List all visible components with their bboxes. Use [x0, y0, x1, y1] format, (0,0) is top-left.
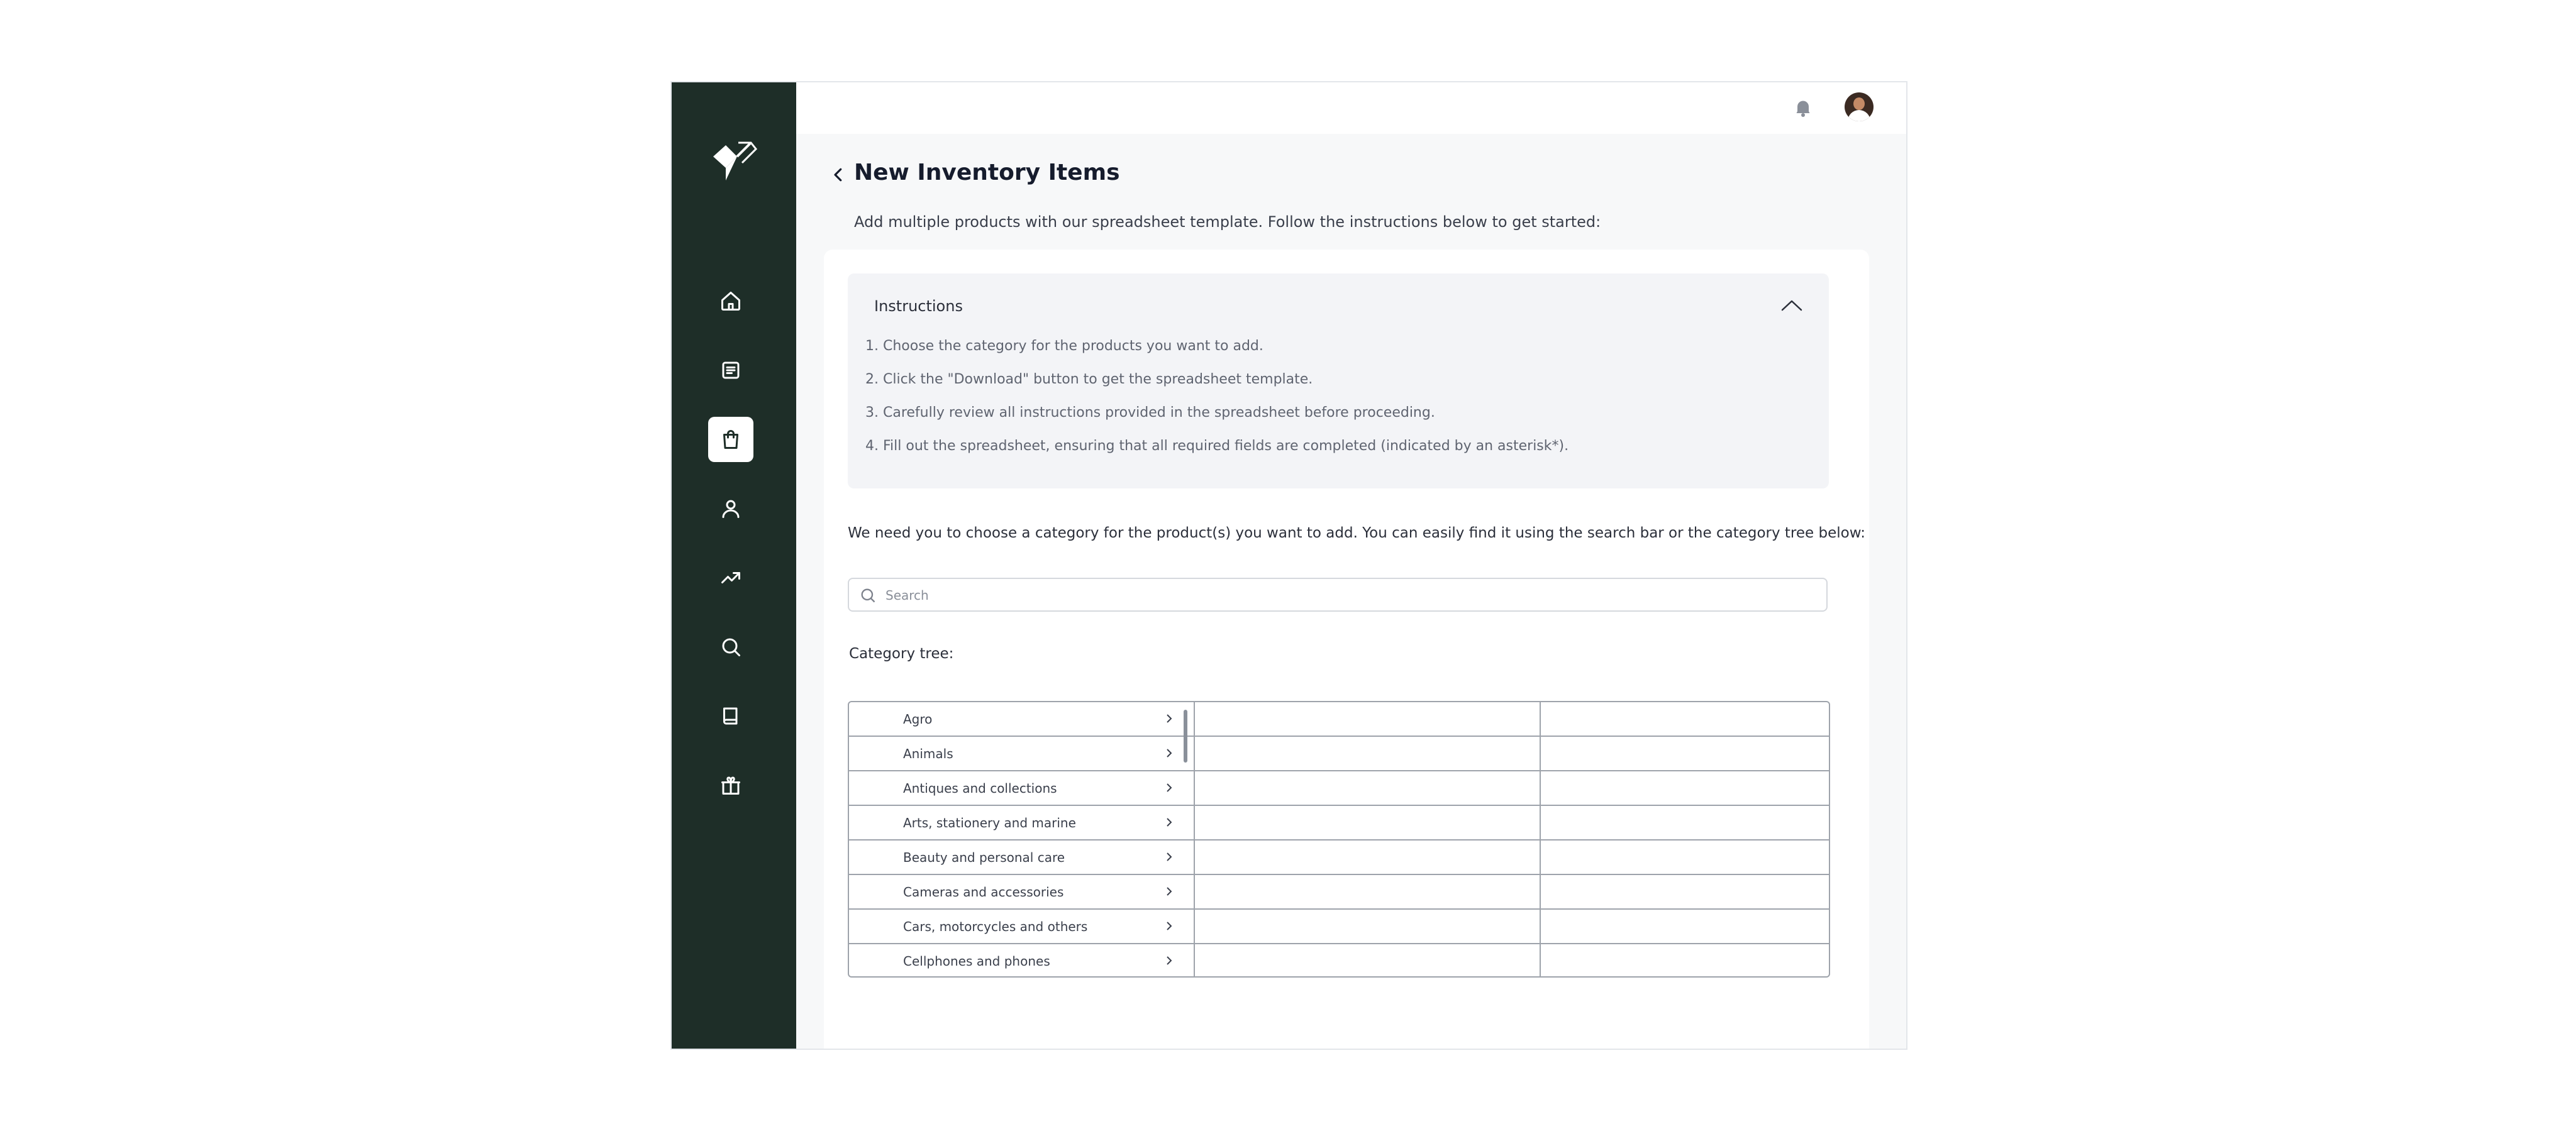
search-bar	[848, 578, 1828, 612]
category-label: Arts, stationery and marine	[903, 815, 1076, 830]
chevron-right-icon	[1163, 782, 1175, 793]
sidebar-item-catalog[interactable]	[708, 693, 753, 739]
category-tree-label: Category tree:	[849, 646, 954, 662]
empty-cell	[1195, 806, 1541, 841]
bell-icon[interactable]	[1792, 96, 1814, 119]
app-window	[670, 81, 1907, 1050]
sidebar-item-users[interactable]	[708, 486, 753, 531]
category-column-level-3	[1540, 702, 1829, 976]
chevron-right-icon	[1163, 955, 1175, 966]
main-card	[824, 250, 1869, 1050]
shopping-bag-icon	[719, 428, 742, 451]
category-label: Agro	[903, 712, 933, 727]
empty-cell	[1195, 771, 1541, 806]
category-column-level-1	[849, 702, 1194, 976]
user-icon	[719, 497, 742, 520]
page-title: New Inventory Items	[854, 160, 1120, 185]
sidebar-item-documents[interactable]	[708, 348, 753, 393]
category-label: Cameras and accessories	[903, 885, 1064, 900]
chevron-right-icon	[1163, 747, 1175, 759]
empty-cell	[1541, 806, 1829, 841]
empty-cell	[1541, 944, 1829, 978]
logo	[709, 131, 760, 182]
back-arrow-icon[interactable]	[829, 165, 848, 184]
empty-cell	[1541, 702, 1829, 737]
top-bar	[796, 82, 1906, 134]
empty-cell	[1195, 944, 1541, 978]
category-row[interactable]	[849, 806, 1194, 841]
instruction-step: 2. Click the "Download" button to get the spreadsheet template.	[865, 372, 1313, 387]
category-row[interactable]	[849, 910, 1194, 944]
category-label: Cellphones and phones	[903, 954, 1050, 969]
search-icon	[859, 587, 877, 604]
category-label: Animals	[903, 746, 953, 761]
empty-cell	[1195, 910, 1541, 944]
category-label: Beauty and personal care	[903, 850, 1065, 865]
category-row[interactable]	[849, 702, 1194, 737]
search-input[interactable]	[884, 579, 1818, 612]
instructions-list	[865, 339, 1568, 472]
chevron-right-icon	[1163, 817, 1175, 828]
home-icon	[719, 290, 742, 312]
chevron-right-icon	[1163, 851, 1175, 863]
sidebar-item-home[interactable]	[708, 278, 753, 324]
gift-icon	[719, 774, 742, 796]
category-scrollbar[interactable]	[1184, 710, 1187, 763]
empty-cell	[1195, 841, 1541, 875]
sidebar	[672, 82, 796, 1049]
chevron-up-icon[interactable]	[1780, 296, 1804, 314]
list-icon	[719, 359, 742, 382]
empty-cell	[1195, 875, 1541, 910]
category-row[interactable]	[849, 875, 1194, 910]
empty-cell	[1195, 737, 1541, 771]
instruction-step: 1. Choose the category for the products you want to add.	[865, 338, 1263, 354]
category-row[interactable]	[849, 771, 1194, 806]
instruction-step: 3. Carefully review all instructions provided in the spreadsheet before proceeding.	[865, 405, 1435, 421]
sidebar-item-analytics[interactable]	[708, 555, 753, 600]
instructions-title: Instructions	[874, 297, 963, 315]
category-label: Antiques and collections	[903, 781, 1057, 796]
empty-cell	[1541, 737, 1829, 771]
category-label: Cars, motorcycles and others	[903, 919, 1088, 934]
empty-cell	[1195, 702, 1541, 737]
category-column-level-2	[1194, 702, 1541, 976]
chevron-right-icon	[1163, 920, 1175, 932]
chevron-right-icon	[1163, 713, 1175, 724]
empty-cell	[1541, 875, 1829, 910]
category-row[interactable]	[849, 841, 1194, 875]
instructions-panel	[848, 273, 1829, 488]
category-row[interactable]	[849, 944, 1194, 978]
category-row[interactable]	[849, 737, 1194, 771]
empty-cell	[1541, 841, 1829, 875]
sidebar-item-products[interactable]	[708, 417, 753, 462]
chevron-right-icon	[1163, 886, 1175, 897]
search-icon	[719, 636, 742, 658]
book-icon	[719, 705, 742, 727]
empty-cell	[1541, 771, 1829, 806]
empty-cell	[1541, 910, 1829, 944]
instruction-step: 4. Fill out the spreadsheet, ensuring that all required fields are completed (indicated by an asterisk*).	[865, 438, 1569, 454]
category-tree	[848, 701, 1830, 978]
avatar[interactable]	[1845, 92, 1874, 121]
trending-up-icon	[719, 566, 742, 589]
page-subtitle: Add multiple products with our spreadsheet template. Follow the instructions below to get started:	[854, 213, 1601, 231]
category-prompt: We need you to choose a category for the product(s) you want to add. You can easily find it using the search bar or the category tree below:	[848, 525, 1866, 541]
sidebar-item-rewards[interactable]	[708, 763, 753, 808]
sidebar-item-search[interactable]	[708, 624, 753, 670]
